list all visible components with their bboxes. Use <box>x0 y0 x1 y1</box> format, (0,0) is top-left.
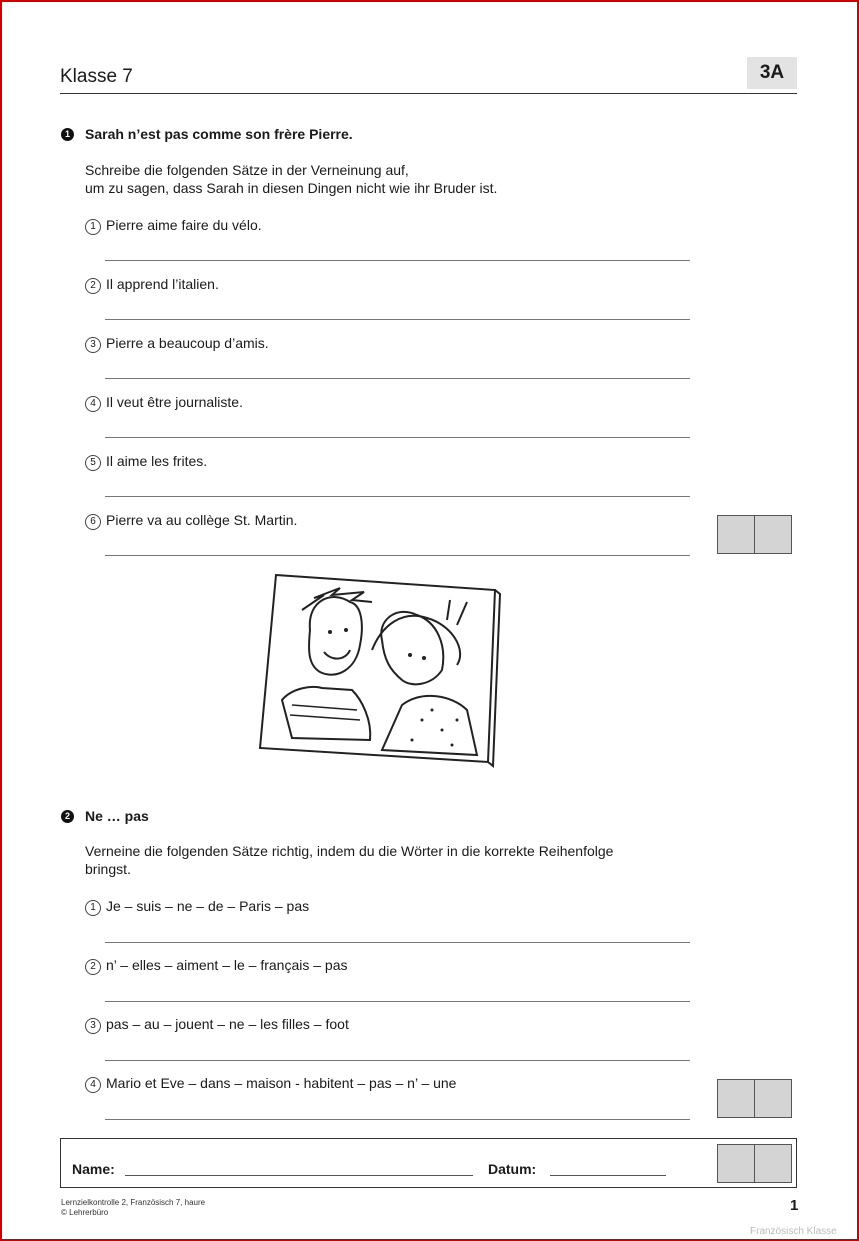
item-text: Il aime les frites. <box>106 453 208 469</box>
item-number: 4 <box>85 396 101 412</box>
item-text: Il apprend l’italien. <box>106 276 219 292</box>
exercise-1-item-6 <box>85 512 297 530</box>
instruction-line: bringst. <box>85 861 131 877</box>
item-text: pas – au – jouent – ne – les filles – foot <box>106 1016 349 1032</box>
exercise-2-instruction <box>85 842 613 878</box>
item-number: 4 <box>85 1077 101 1093</box>
answer-line-1-2[interactable] <box>105 319 690 320</box>
exercise-1-number: 1 <box>61 128 74 141</box>
exercise-1-item-4 <box>85 394 243 412</box>
level-badge: 3A <box>747 57 797 89</box>
instruction-line: um zu sagen, dass Sarah in diesen Dingen nicht wie ihr Bruder ist. <box>85 180 498 196</box>
date-label: Datum: <box>488 1161 537 1177</box>
source-line: Lernzielkontrolle 2, Französisch 7, haure <box>61 1198 206 1207</box>
boy-and-girl-photo-illustration <box>252 570 507 770</box>
date-field[interactable] <box>550 1175 666 1176</box>
source-credit <box>61 1198 205 1218</box>
answer-line-2-2[interactable] <box>105 1001 690 1002</box>
answer-line-1-1[interactable] <box>105 260 690 261</box>
answer-line-1-5[interactable] <box>105 496 690 497</box>
instruction-line: Schreibe die folgenden Sätze in der Verneinung auf, <box>85 162 409 178</box>
exercise-1-instruction <box>85 161 497 197</box>
page-number: 1 <box>790 1197 799 1214</box>
item-number: 6 <box>85 514 101 530</box>
answer-line-1-4[interactable] <box>105 437 690 438</box>
item-number: 1 <box>85 900 101 916</box>
exercise-1-item-5 <box>85 453 207 471</box>
answer-line-2-3[interactable] <box>105 1060 690 1061</box>
page-title: Klasse 7 <box>60 66 133 87</box>
answer-line-1-6[interactable] <box>105 555 690 556</box>
exercise-1-item-3 <box>85 335 269 353</box>
answer-line-1-3[interactable] <box>105 378 690 379</box>
item-text: Pierre aime faire du vélo. <box>106 217 262 233</box>
item-text: n’ – elles – aiment – le – français – pas <box>106 957 348 973</box>
exercise-2-title: Ne … pas <box>85 808 149 824</box>
item-number: 3 <box>85 337 101 353</box>
item-text: Pierre a beaucoup d’amis. <box>106 335 269 351</box>
item-text: Il veut être journaliste. <box>106 394 243 410</box>
item-number: 1 <box>85 219 101 235</box>
watermark: Französisch Klasse <box>750 1226 837 1237</box>
exercise-1-item-1 <box>85 217 262 235</box>
exercise-2-item-2 <box>85 957 348 975</box>
name-field[interactable] <box>125 1175 473 1176</box>
header-divider <box>60 93 797 94</box>
exercise-2-item-3 <box>85 1016 349 1034</box>
exercise-2-item-1 <box>85 898 309 916</box>
answer-line-2-1[interactable] <box>105 942 690 943</box>
item-number: 3 <box>85 1018 101 1034</box>
exercise-1-item-2 <box>85 276 219 294</box>
exercise-1-title: Sarah n’est pas comme son frère Pierre. <box>85 126 353 142</box>
score-box-exercise-2[interactable] <box>717 1079 792 1118</box>
item-text: Je – suis – ne – de – Paris – pas <box>106 898 310 914</box>
exercise-2-item-4 <box>85 1075 456 1093</box>
instruction-line: Verneine die folgenden Sätze richtig, indem du die Wörter in die korrekte Reihenfolge <box>85 843 614 859</box>
total-score-box[interactable] <box>717 1144 792 1183</box>
name-label: Name: <box>72 1161 115 1177</box>
copyright-line: © Lehrerbüro <box>61 1208 109 1217</box>
item-text: Pierre va au collège St. Martin. <box>106 512 298 528</box>
answer-line-2-4[interactable] <box>105 1119 690 1120</box>
exercise-2-number: 2 <box>61 810 74 823</box>
name-date-box <box>60 1138 797 1188</box>
item-number: 2 <box>85 959 101 975</box>
item-text: Mario et Eve – dans – maison - habitent – pas – n’ – une <box>106 1075 457 1091</box>
score-box-exercise-1[interactable] <box>717 515 792 554</box>
item-number: 5 <box>85 455 101 471</box>
item-number: 2 <box>85 278 101 294</box>
